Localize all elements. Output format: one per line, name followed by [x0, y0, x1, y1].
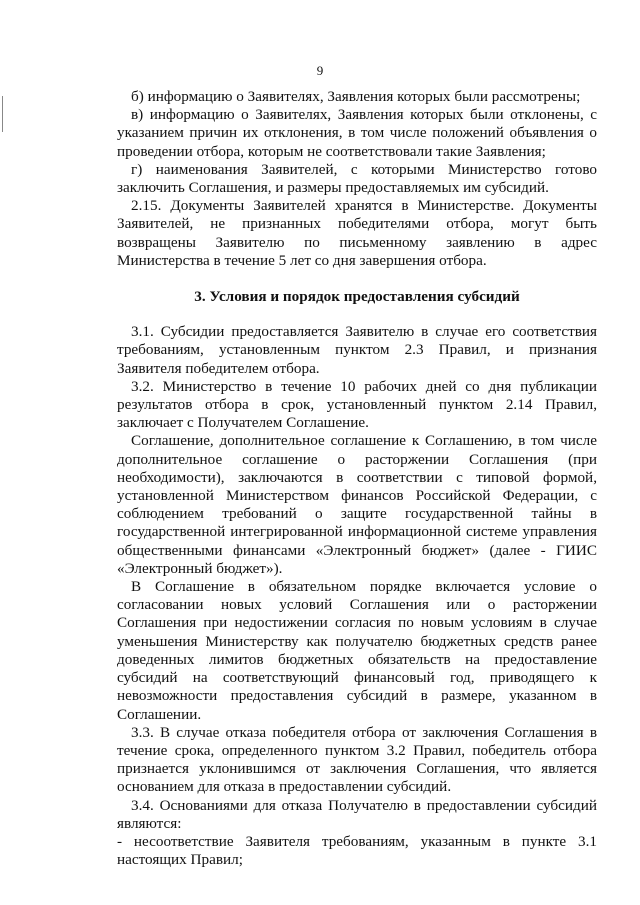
paragraph-2-15: 2.15. Документы Заявителей хранятся в Министерстве. Документы Заявителей, не признанных победителями отбора, могут быть возвращены Заявителю по письменному заявлению в адрес Министерства в течение 5 лет со дня завершения отбора. [117, 197, 597, 269]
section-heading: 3. Условия и порядок предоставления субсидий [194, 288, 520, 306]
paragraph-3-4: 3.4. Основаниями для отказа Получателю в предоставлении субсидий являются: [117, 796, 597, 832]
page-number: 9 [316, 63, 324, 78]
paragraph-3-1: 3.1. Субсидии предоставляется Заявителю в случае его соответствия требованиям, установленным пунктом 2.3 Правил, и признания Заявителя победителем отбора. [117, 323, 597, 377]
paragraph-item-g: г) наименования Заявителей, с которыми Министерство готово заключить Соглашения, и размеры предоставляемых им субсидий. [117, 160, 597, 197]
document-body [117, 88, 597, 869]
paragraph-agreement: Соглашение, дополнительное соглашение к Соглашению, в том числе дополнительное соглашение о расторжении Соглашения (при необходимости), заключаются в соответствии с типовой формой, установленной Министерством финансов Российской Федерации, с соблюдением требований о защите государственной тайны в государственной интегрированной информационной системе управления общественными финансами «Электронный бюджет» (далее - ГИИС «Электронный бюджет»). [117, 432, 597, 577]
paragraph-agreement-conditions: В Соглашение в обязательном порядке включается условие о согласовании новых условий Соглашения или о расторжении Соглашения при недостижении согласия по новым условиям в случае уменьшения Министерству как получателю бюджетных средств ранее доведенных лимитов бюджетных обязательств на предоставление субсидий на соответствующий финансовый год, приводящего к невозможности предоставления субсидий в размере, указанном в Соглашении. [117, 578, 597, 723]
list-item-noncompliance: - несоответствие Заявителя требованиям, указанным в пункте 3.1 настоящих Правил; [117, 832, 597, 869]
paragraph-3-2: 3.2. Министерство в течение 10 рабочих дней со дня публикации результатов отбора в срок, установленный пунктом 2.14 Правил, заключает с Получателем Соглашение. [117, 377, 597, 432]
paragraph-item-v: в) информацию о Заявителях, Заявления которых были отклонены, с указанием причин их отклонения, в том числе положений объявления о проведении отбора, которым не соответствовали такие Заявления; [117, 106, 597, 160]
paragraph-3-3: 3.3. В случае отказа победителя отбора от заключения Соглашения в течение срока, определенного пунктом 3.2 Правил, победитель отбора признается уклонившимся от заключения Соглашения, что является основанием для отказа в предоставлении субсидий. [117, 723, 597, 796]
margin-mark [2, 96, 3, 132]
paragraph-item-b: б) информацию о Заявителях, Заявления которых были рассмотрены; [131, 88, 581, 105]
